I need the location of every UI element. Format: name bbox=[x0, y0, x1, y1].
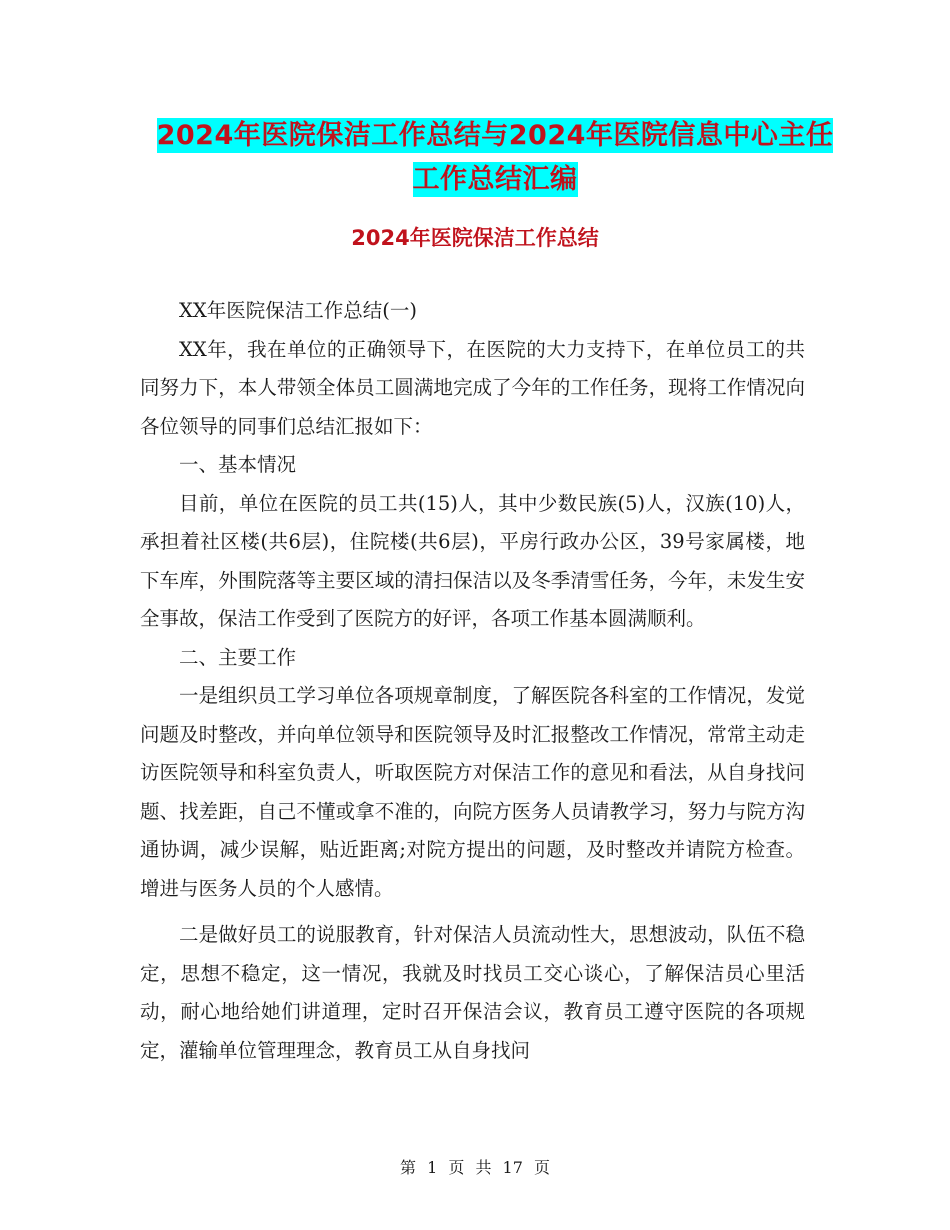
page-footer: 第 1 页 共 17 页 bbox=[400, 1158, 550, 1177]
paragraph-work-two: 二是做好员工的说服教育，针对保洁人员流动性大，思想波动，队伍不稳定，思想不稳定，这一情况，我就及时找员工交心谈心，了解保洁员心里活动，耐心地给她们讲道理，定时召开保洁会议，教育员工遵守医院的各项规定，灌输单位管理理念，教育员工从自身找问 bbox=[140, 923, 805, 1062]
document-body bbox=[140, 292, 805, 1070]
document-title-line-2: 工作总结汇编 bbox=[412, 164, 578, 195]
paragraph-intro: XX年，我在单位的正确领导下，在医院的大力支持下，在单位员工的共同努力下，本人带领全体员工圆满地完成了今年的工作任务，现将工作情况向各位领导的同事们总结汇报如下： bbox=[140, 337, 805, 438]
document-title-line-1: 2024年医院保洁工作总结与2024年医院信息中心主任 bbox=[156, 120, 834, 151]
paragraph-subtitle: XX年医院保洁工作总结(一) bbox=[179, 299, 417, 322]
heading-main-work: 二、主要工作 bbox=[179, 645, 297, 669]
section-title: 2024年医院保洁工作总结 bbox=[351, 226, 599, 250]
paragraph-basic-situation: 目前，单位在医院的员工共(15)人，其中少数民族(5)人，汉族(10)人，承担着社区楼(共6层)，住院楼(共6层)，平房行政办公区，39号家属楼，地下车库，外围院落等主要区域的清扫保洁以及冬季清雪任务，今年，未发生安全事故，保洁工作受到了医院方的好评，各项工作基本圆满顺利。 bbox=[140, 491, 805, 630]
paragraph-work-one: 一是组织员工学习单位各项规章制度，了解医院各科室的工作情况，发觉问题及时整改，并向单位领导和医院领导及时汇报整改工作情况，常常主动走访医院领导和科室负责人，听取医院方对保洁工作的意见和看法，从自身找问题、找差距，自己不懂或拿不准的，向院方医务人员请教学习，努力与院方沟通协调，减少误解，贴近距离;对院方提出的问题，及时整改并请院方检查。增进与医务人员的个人感情。 bbox=[140, 684, 805, 900]
heading-basic-situation: 一、基本情况 bbox=[179, 453, 297, 476]
